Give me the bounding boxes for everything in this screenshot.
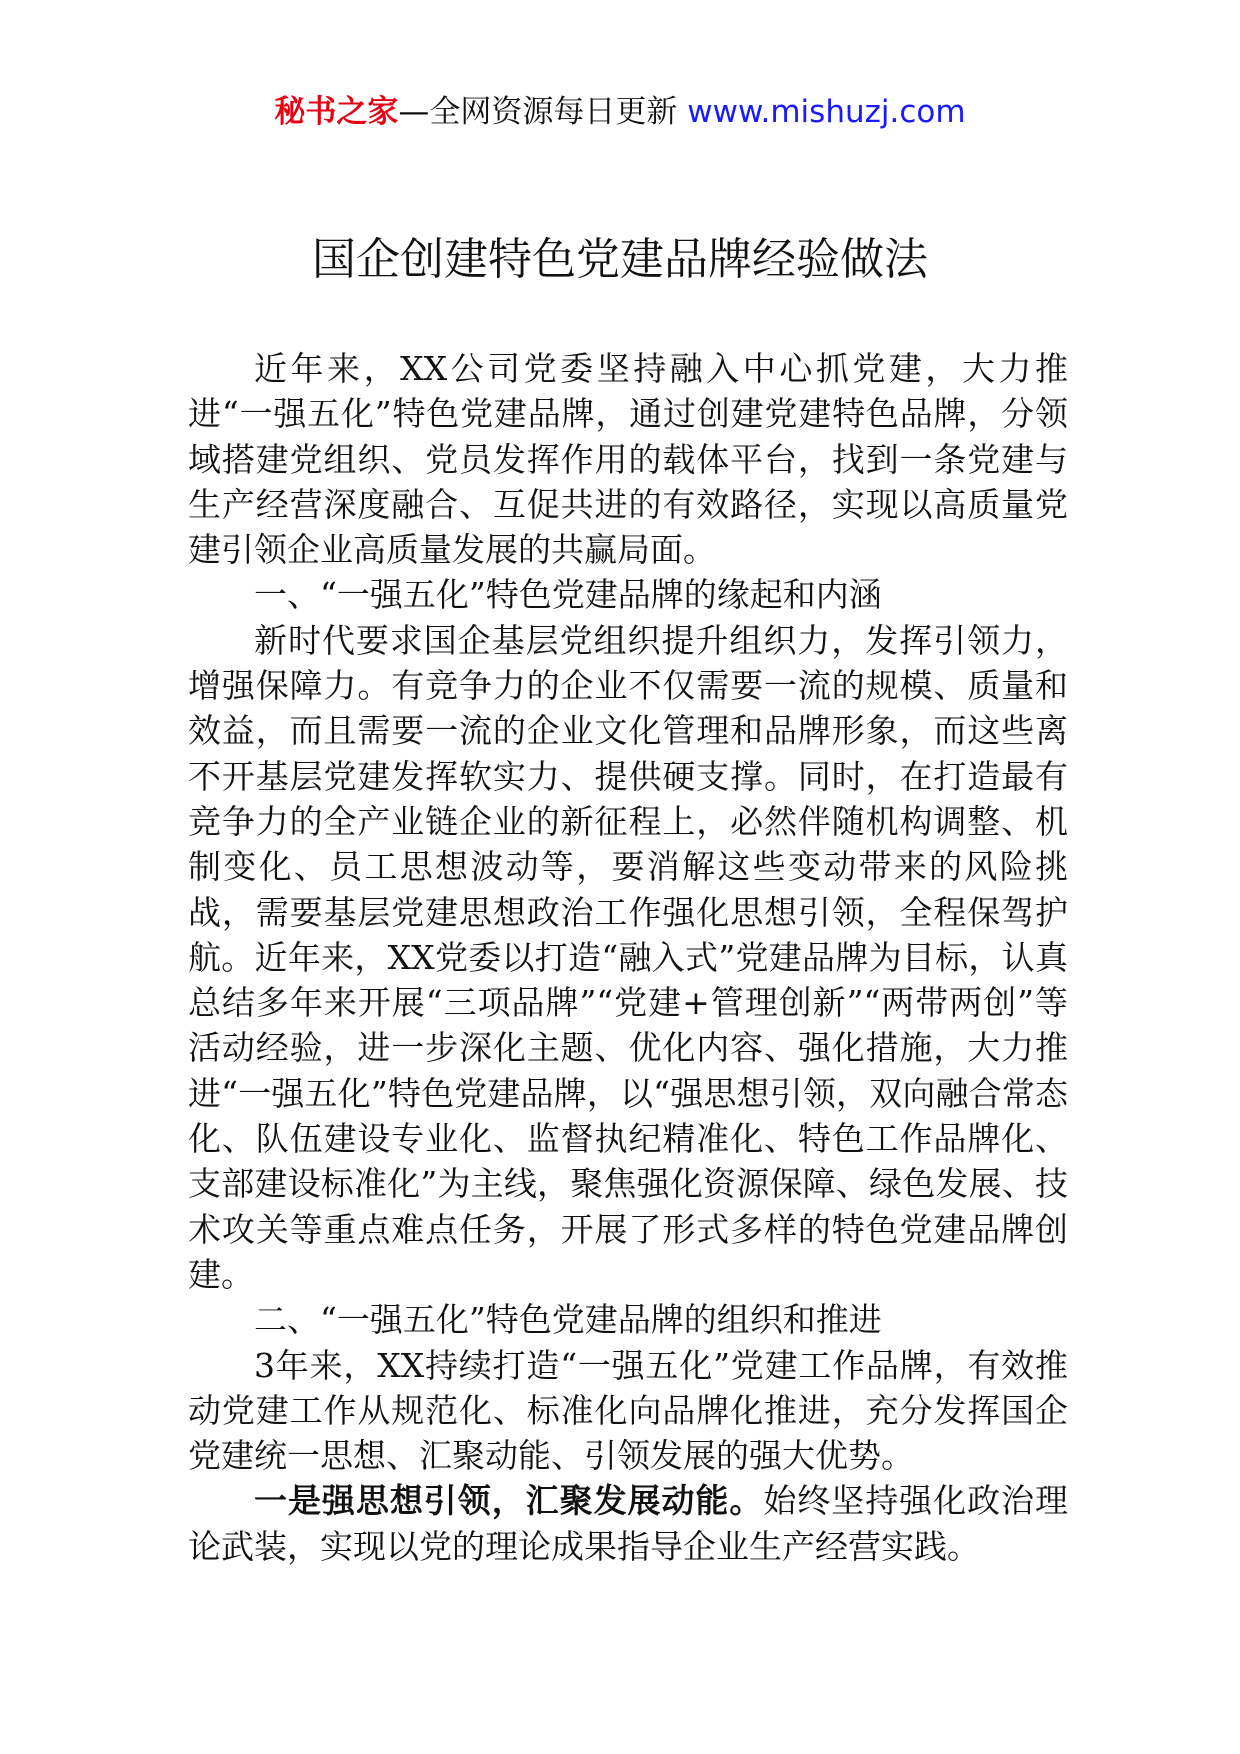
section-heading-1: 一、“一强五化”特色党建品牌的缘起和内涵: [254, 575, 882, 615]
document-body: [188, 346, 1068, 1569]
section-heading-2: 二、“一强五化”特色党建品牌的组织和推进: [254, 1300, 882, 1340]
brand-name: 秘书之家: [274, 94, 399, 130]
document-title: 国企创建特色党建品牌经验做法: [312, 234, 928, 285]
intro-paragraph: 近年来，XX公司党委坚持融入中心抓党建，大力推进“一强五化”特色党建品牌，通过创建党建特色品牌，分领域搭建党组织、党员发挥作用的载体平台，找到一条党建与生产经营深度融合、互促共进的有效路径，实现以高质量党建引领企业高质量发展的共赢局面。: [188, 349, 1068, 570]
site-header: [0, 92, 1240, 132]
section-2-paragraph: 3年来，XX持续打造“一强五化”党建工作品牌，有效推动党建工作从规范化、标准化向品牌化推进，充分发挥国企党建统一思想、汇聚动能、引领发展的强大优势。: [188, 1345, 1068, 1476]
point-1-paragraph: [188, 1478, 1068, 1569]
section-1-paragraph: 新时代要求国企基层党组织提升组织力，发挥引领力，增强保障力。有竞争力的企业不仅需要一流的规模、质量和效益，而且需要一流的企业文化管理和品牌形象，而这些离不开基层党建发挥软实力、提供硬支撑。同时，在打造最有竞争力的全产业链企业的新征程上，必然伴随机构调整、机制变化、员工思想波动等，要消解这些变动带来的风险挑战，需要基层党建思想政治工作强化思想引领，全程保驾护航。近年来，XX党委以打造“融入式”党建品牌为目标，认真总结多年来开展“三项品牌”“党建+管理创新”“两带两创”等活动经验，进一步深化主题、优化内容、强化措施，大力推进“一强五化”特色党建品牌，以“强思想引领，双向融合常态化、队伍建设专业化、监督执纪精准化、特色工作品牌化、支部建设标准化”为主线，聚焦强化资源保障、绿色发展、技术攻关等重点难点任务，开展了形式多样的特色党建品牌创建。: [188, 620, 1068, 1294]
site-url[interactable]: www.mishuzj.com: [687, 94, 966, 130]
point-1-lead: 一是强思想引领，汇聚发展动能。: [254, 1481, 764, 1521]
header-tagline: —全网资源每日更新: [398, 94, 678, 130]
point-1-text: 始终坚持强化政治理论武装，实现以党的理论成果指导企业生产经营实践。: [188, 1481, 1069, 1566]
